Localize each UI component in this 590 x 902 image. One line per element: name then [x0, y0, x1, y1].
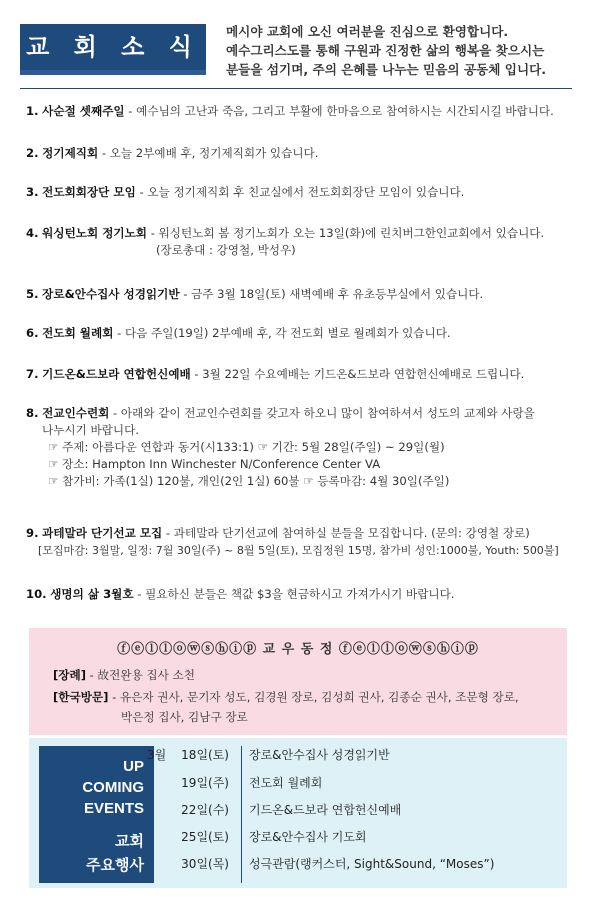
welcome-intro: [226, 22, 576, 79]
item-title: 사순절 셋째주일: [42, 104, 125, 118]
item-number: 8.: [26, 406, 39, 420]
event-row: [29, 855, 567, 871]
item-title: 전도회회장단 모임: [42, 185, 136, 199]
event-name: 전도회 월례회: [249, 776, 323, 790]
item-title: 기드온&드보라 연합헌신예배: [42, 367, 191, 381]
event-name: 장로&안수집사 성경읽기반: [249, 748, 390, 762]
item-text: - 예수님의 고난과 죽음, 그리고 부활에 한마음으로 참여하시는 시간되시길 바랍니다.: [124, 104, 554, 118]
event-month: 3월: [147, 748, 167, 762]
item-text: - 오늘 2부예배 후, 정기제직회가 있습니다.: [98, 146, 319, 160]
event-date: 19일(주): [181, 776, 229, 790]
item-title: 전교인수련회: [42, 406, 110, 420]
intro-line: 예수그리스도를 통해 구원과 진정한 삶의 행복을 찾으시는: [226, 43, 545, 58]
badge-line: 교회: [115, 833, 144, 850]
announcement-3: [26, 184, 576, 201]
item-number: 5.: [26, 287, 39, 301]
item-title: 과테말라 단기선교 모집: [42, 526, 163, 540]
header-title-band: [20, 24, 206, 70]
badge-line: 주요행사: [86, 857, 144, 874]
announcement-2: [26, 145, 576, 162]
item-text: - 필요하신 분들은 책값 $3을 현금하시고 가져가시기 바랍니다.: [133, 587, 455, 601]
announcement-5: [26, 286, 576, 303]
item-text: - 아래와 같이 전교인수련회를 갖고자 하오니 많이 참여하셔서 성도의 교제와 사랑을: [109, 406, 535, 420]
item-number: 4.: [26, 226, 39, 240]
event-row: [29, 828, 567, 844]
event-date: 18일(토): [181, 748, 229, 762]
item-title: 전도회 월례회: [42, 326, 114, 340]
announcement-8: [26, 405, 576, 490]
event-row: [29, 774, 567, 790]
item-number: 9.: [26, 526, 39, 540]
item-title: 생명의 삶 3월호: [50, 587, 134, 601]
mission-detail-line: [모집마감: 3월말, 일정: 7월 30일(주) ~ 8월 5일(토), 모집정원 15명, 참가비 성인:1000불, Youth: 500불]: [38, 544, 559, 557]
item-number: 6.: [26, 326, 39, 340]
announcement-6: [26, 325, 576, 342]
event-name: 성극관람(랭커스터, Sight&Sound, “Moses”): [249, 857, 495, 871]
item-detail: (장로총대 : 강영철, 박성우): [156, 243, 296, 257]
fellowship-label: [장례]: [53, 668, 86, 682]
item-title: 정기제직회: [42, 146, 99, 160]
retreat-detail-line: ☞ 장소: Hampton Inn Winchester N/Conference Center VA: [48, 457, 381, 471]
badge-line: UP: [123, 758, 144, 775]
badge-line: COMING: [82, 779, 144, 796]
announcement-9: [26, 525, 576, 559]
header-divider: [20, 88, 572, 89]
item-number: 3.: [26, 185, 39, 199]
fellowship-row-korea-visit: [53, 688, 519, 706]
event-row: [29, 801, 567, 817]
item-text: - 오늘 정기제직회 후 친교실에서 전도회회장단 모임이 있습니다.: [135, 185, 465, 199]
retreat-detail-line: ☞ 주제: 아름다운 연합과 동거(시133:1) ☞ 기간: 5월 28일(주일) ~ 29일(월): [48, 440, 445, 454]
announcement-7: [26, 366, 576, 383]
item-text: - 과테말라 단기선교에 참여하실 분들을 모집합니다. (문의: 강영철 장로): [162, 526, 530, 540]
item-text: - 워싱턴노회 봄 정기노회가 오는 13일(화)에 린치버그한인교회에서 있습니다.: [147, 226, 545, 240]
event-name: 기드온&드보라 연합헌신예배: [249, 803, 402, 817]
header-underline: [20, 70, 206, 75]
item-number: 2.: [26, 146, 39, 160]
page-title: 교 회 소 식: [26, 33, 200, 61]
fellowship-text: - 故전완용 집사 소천: [86, 668, 195, 682]
announcement-4: [26, 225, 576, 259]
event-date: 30일(목): [181, 857, 229, 871]
fellowship-label: [한국방문]: [53, 690, 109, 704]
item-number: 7.: [26, 367, 39, 381]
fellowship-title: ⓕⓔⓛⓛⓞⓦⓢⓗⓘⓟ 교 우 동 정 ⓕⓔⓛⓛⓞⓦⓢⓗⓘⓟ: [117, 642, 479, 657]
item-title: 장로&안수집사 성경읽기반: [42, 287, 180, 301]
event-date: 22일(수): [181, 803, 229, 817]
item-text: - 다음 주일(19일) 2부예배 후, 각 전도회 별로 월례회가 있습니다.: [113, 326, 451, 340]
fellowship-row-funeral: [53, 666, 195, 684]
event-date: 25일(토): [181, 830, 229, 844]
fellowship-continuation: 박은정 집사, 김남구 장로: [121, 710, 248, 724]
item-text: - 3월 22일 수요예배는 기드온&드보라 연합헌신예배로 드립니다.: [190, 367, 525, 381]
item-title: 워싱턴노회 정기노회: [42, 226, 148, 240]
event-row: [29, 746, 567, 762]
event-name: 장로&안수집사 기도회: [249, 830, 367, 844]
item-number: 10.: [26, 587, 47, 601]
fellowship-box: [29, 628, 567, 735]
intro-line: 메시야 교회에 오신 여러분을 진심으로 환영합니다.: [226, 24, 509, 39]
item-text: - 금주 3월 18일(토) 새벽예배 후 유초등부실에서 있습니다.: [179, 287, 484, 301]
fellowship-text: - 유은자 권사, 문기자 성도, 김경원 장로, 김성희 권사, 김종순 권사, 조문형 장로,: [108, 690, 519, 704]
item-number: 1.: [26, 104, 39, 118]
announcement-10: [26, 586, 576, 603]
upcoming-events-box: [29, 738, 567, 888]
retreat-detail-line: ☞ 참가비: 가족(1실) 120불, 개인(2인 1실) 60불 ☞ 등록마감: 4월 30일(주일): [48, 474, 450, 488]
announcement-1: [26, 103, 576, 120]
item-continuation: 나누시기 바랍니다.: [42, 423, 139, 437]
badge-line: EVENTS: [83, 800, 144, 817]
intro-line: 분들을 섬기며, 주의 은혜를 나누는 믿음의 공동체 입니다.: [226, 62, 547, 77]
